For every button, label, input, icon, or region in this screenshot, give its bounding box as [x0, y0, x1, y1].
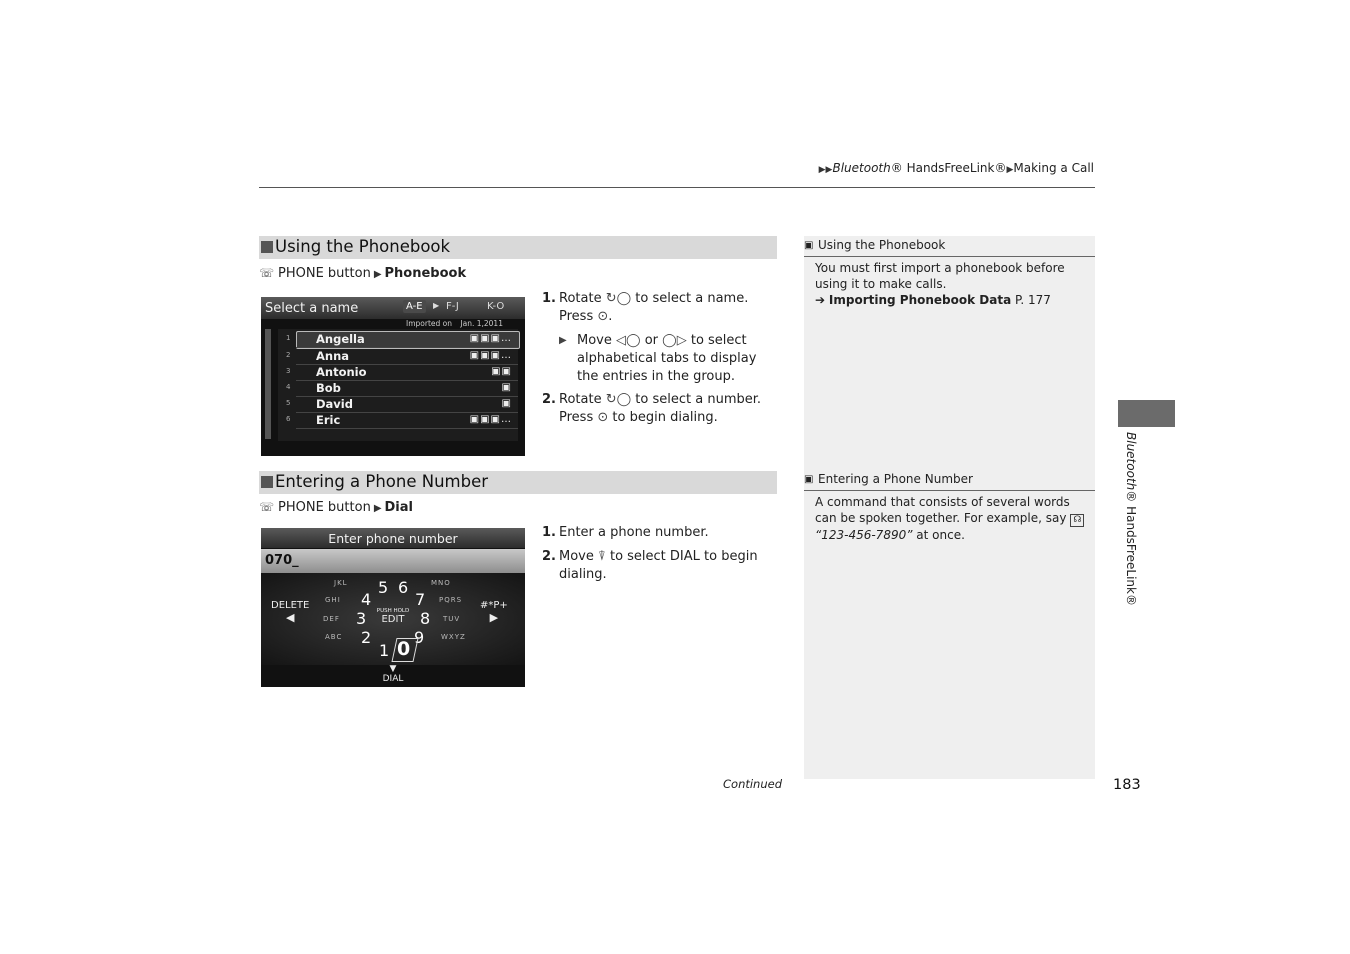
note-text: at once.: [916, 528, 965, 542]
header-divider: [259, 187, 1095, 188]
delete-label: DELETE: [271, 600, 310, 611]
step-text: Move: [577, 333, 612, 348]
reference-page: P. 177: [1015, 293, 1051, 307]
section-title: Using the Phonebook: [275, 237, 451, 256]
row-index: 5: [286, 399, 291, 407]
move-right-icon: ◯▷: [662, 333, 687, 348]
list-item[interactable]: [286, 365, 518, 381]
chapter-label-rest: ® HandsFreeLink®: [1124, 490, 1138, 606]
chapter-tab: [1118, 400, 1175, 427]
chapter-label: [1120, 432, 1140, 606]
breadcrumb-part-2: ® HandsFreeLink®: [890, 161, 1007, 175]
imported-label: Imported on: [406, 319, 452, 328]
note-header-phonebook: [804, 236, 1095, 256]
edit-button[interactable]: [375, 608, 411, 632]
dial-step-2: [542, 548, 777, 584]
left-arrow-icon: ◀: [285, 611, 295, 624]
phone-button-icon: ☏: [259, 266, 275, 280]
digit-key[interactable]: 9: [414, 628, 425, 647]
digit-key[interactable]: 2: [361, 628, 372, 647]
note-divider: [804, 256, 1095, 257]
note-header-phone-number: [804, 470, 1095, 490]
row-index: 6: [286, 415, 291, 423]
note-title: Using the Phonebook: [818, 238, 946, 252]
scrollbar[interactable]: [265, 329, 271, 439]
step-text: Move: [559, 549, 594, 564]
letters-label: ABC: [325, 633, 343, 641]
phonebook-step-1: [542, 290, 777, 326]
phone-type-icons: ▣▣▣…: [469, 414, 512, 425]
breadcrumb-part-1: Bluetooth: [832, 161, 891, 175]
list-item[interactable]: [286, 349, 518, 365]
digit-key[interactable]: 4: [361, 590, 372, 609]
press-knob-icon: ⊙: [597, 410, 609, 425]
path-target: Phonebook: [384, 266, 467, 281]
digit-key[interactable]: 7: [415, 590, 426, 609]
edit-label: EDIT: [381, 614, 405, 625]
list-item[interactable]: [286, 381, 518, 397]
move-down-icon: ⍒: [598, 549, 606, 564]
phone-type-icons: ▣: [501, 382, 512, 393]
path-arrow-icon: ▶: [373, 503, 382, 514]
step-text: to select alphabetical tabs to display the entries in the group.: [577, 333, 757, 384]
section-header-phone-number: [259, 471, 777, 494]
phone-type-icons: ▣▣▣…: [469, 350, 512, 361]
path-arrow-icon: ▶: [373, 269, 382, 280]
menu-path-phonebook: [259, 266, 466, 281]
step-text: to begin dialing.: [612, 410, 718, 425]
path-prefix: PHONE button: [278, 266, 371, 281]
right-arrow-icon: ▶: [489, 611, 499, 624]
step-text: Rotate: [559, 291, 602, 306]
tab-arrow-icon: ▶: [433, 301, 440, 310]
digit-key[interactable]: 0: [397, 638, 411, 660]
phone-type-icons: ▣: [501, 398, 512, 409]
digit-key[interactable]: 1: [379, 641, 390, 660]
note-text: A command that consists of several words can be spoken together. For example, say: [815, 495, 1070, 525]
symbols-button[interactable]: [480, 600, 508, 624]
step-text: to select a name. Press: [559, 291, 749, 324]
push-hold-label: PUSH HOLD: [376, 608, 410, 614]
delete-button[interactable]: [271, 600, 309, 624]
breadcrumb-part-3: Making a Call: [1013, 161, 1094, 175]
number-entry-field[interactable]: [261, 549, 525, 573]
phonebook-step-2: [542, 391, 777, 427]
note-icon: ▣: [804, 240, 814, 251]
digit-key[interactable]: 5: [378, 578, 389, 597]
step-text: .: [608, 309, 613, 324]
letters-label: MNO: [431, 579, 451, 587]
section-title: Entering a Phone Number: [275, 472, 489, 491]
rotate-knob-icon: ↻◯: [605, 291, 632, 306]
alphabet-tabs: [401, 300, 525, 316]
digit-key[interactable]: 6: [398, 578, 409, 597]
move-left-icon: ◁◯: [616, 333, 641, 348]
digit-key[interactable]: 3: [356, 609, 367, 628]
path-target: Dial: [384, 500, 413, 515]
imported-info: [406, 319, 503, 328]
row-index: 2: [286, 351, 291, 359]
dial-screen: [261, 528, 525, 687]
step-text: or: [644, 333, 659, 348]
row-index: 1: [286, 334, 291, 342]
down-arrow-icon: ▼: [389, 664, 397, 674]
letters-label: GHI: [325, 596, 341, 604]
breadcrumb-arrow-icon: ▶▶: [818, 165, 833, 175]
step-text: to select a number. Press: [559, 392, 762, 425]
contact-name: Bob: [316, 381, 341, 395]
row-index: 3: [286, 367, 291, 375]
breadcrumb-arrow-icon: ▶: [1006, 165, 1014, 175]
dial-keyword: DIAL: [669, 549, 700, 564]
step-number: 2.: [542, 549, 556, 564]
rotate-knob-icon: ↻◯: [605, 392, 632, 407]
symbols-label: #*P+: [480, 600, 508, 611]
note-body-phone-number: [815, 494, 1087, 543]
substep-arrow-icon: ▶: [559, 335, 567, 346]
chapter-label-italic: Bluetooth: [1124, 432, 1138, 491]
step-text: to begin dialing.: [559, 549, 758, 582]
continued-label: Continued: [723, 777, 783, 791]
list-item[interactable]: [286, 397, 518, 413]
letters-label: PQRS: [439, 596, 463, 604]
step-text: to select: [609, 549, 666, 564]
note-body-phonebook: [815, 260, 1087, 308]
tab-f-j[interactable]: F-J: [446, 301, 459, 312]
reference-arrow-icon: ➔: [815, 293, 826, 307]
letters-label: WXYZ: [441, 633, 466, 641]
step-number: 1.: [542, 525, 556, 540]
path-prefix: PHONE button: [278, 500, 371, 515]
list-item[interactable]: [286, 413, 518, 429]
note-icon: ▣: [804, 474, 814, 485]
step-number: 1.: [542, 291, 556, 306]
letters-label: JKL: [334, 579, 348, 587]
section-header-phonebook: [259, 236, 777, 259]
screen-title: Select a name: [265, 301, 359, 316]
section-square-icon: [261, 476, 273, 488]
tab-a-e[interactable]: A-E: [403, 300, 426, 313]
list-item[interactable]: [286, 332, 518, 348]
contact-name: Angella: [316, 332, 365, 346]
phone-type-icons: ▣▣▣…: [469, 333, 512, 344]
contact-name: David: [316, 397, 353, 411]
digit-key[interactable]: 8: [420, 609, 431, 628]
step-text: Rotate: [559, 392, 602, 407]
phone-button-icon: ☏: [259, 500, 275, 514]
phonebook-substep: [559, 332, 777, 386]
contact-name: Anna: [316, 349, 350, 363]
dial-label: DIAL: [382, 674, 404, 684]
imported-date: Jan. 1,2011: [460, 319, 503, 328]
contact-name: Eric: [316, 413, 341, 427]
screen-title: Enter phone number: [328, 531, 458, 546]
page-number: 183: [1113, 777, 1141, 793]
press-knob-icon: ⊙: [597, 309, 609, 324]
contact-name: Antonio: [316, 365, 367, 379]
dial-step-1: [542, 524, 777, 542]
note-title: Entering a Phone Number: [818, 472, 973, 486]
voice-command-example: “123-456-7890”: [815, 528, 913, 542]
note-text: You must first import a phonebook before using it to make calls.: [815, 261, 1065, 291]
dial-button[interactable]: [378, 665, 408, 684]
phone-type-icons: ▣▣: [491, 366, 512, 377]
step-number: 2.: [542, 392, 556, 407]
tab-k-o[interactable]: K-O: [487, 301, 505, 312]
section-square-icon: [261, 241, 273, 253]
letters-label: TUV: [443, 615, 461, 623]
entered-number: 070_: [265, 553, 299, 568]
row-index: 4: [286, 383, 291, 391]
note-divider: [804, 490, 1095, 491]
breadcrumb: [819, 161, 1094, 175]
voice-command-icon: ☊: [1070, 514, 1084, 527]
menu-path-dial: [259, 500, 413, 515]
reference-link[interactable]: Importing Phonebook Data: [828, 293, 1012, 307]
letters-label: DEF: [323, 615, 340, 623]
phonebook-screen: [261, 297, 525, 456]
step-text: Enter a phone number.: [559, 525, 709, 540]
